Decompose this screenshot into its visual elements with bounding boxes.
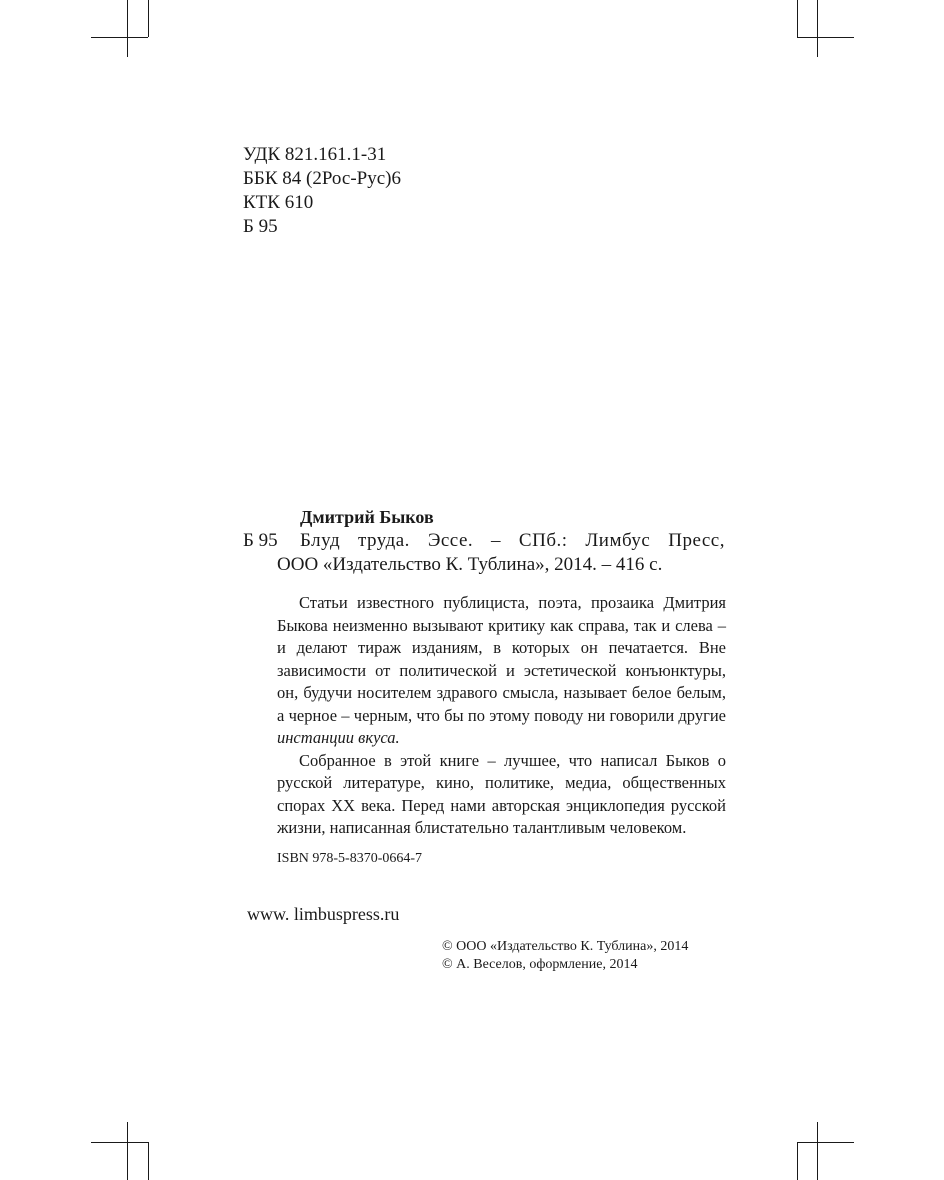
- author-sign-code: Б 95: [243, 216, 278, 237]
- annotation-paragraph-1-text: Статьи известного публициста, поэта, прозаика Дмитрия Быкова неизменно вызывают критику как справа, так и слева – и делают тираж изданиям, в которых он печатается. Вне зависимости от политической и эстетической конъюнктуры, он, будучи носителем здравого смысла, называет белое белым, а черное – черным, что бы по этому поводу ни говорили другие: [277, 593, 726, 725]
- crop-mark-top-right-horizontal: [797, 37, 854, 38]
- bbk-code: ББК 84 (2Рос-Рус)6: [243, 168, 401, 189]
- crop-mark-top-left-vertical: [127, 0, 128, 57]
- ktk-code: КТК 610: [243, 192, 314, 213]
- annotation-italic-phrase: инстанции вкуса.: [277, 728, 400, 747]
- crop-mark-bottom-right-vertical: [817, 1122, 818, 1180]
- crop-mark-bottom-left-vertical-outer: [148, 1142, 149, 1180]
- isbn: ISBN 978-5-8370-0664-7: [277, 851, 423, 866]
- author-name: Дмитрий Быков: [300, 507, 434, 527]
- crop-mark-bottom-right-vertical-outer: [797, 1142, 798, 1180]
- crop-mark-top-right-vertical-outer: [797, 0, 798, 37]
- entry-code: Б 95: [243, 530, 278, 551]
- crop-mark-top-left-horizontal: [91, 37, 148, 38]
- crop-mark-bottom-right-horizontal: [797, 1142, 854, 1143]
- annotation: [277, 592, 726, 840]
- bibliographic-entry: [300, 529, 725, 553]
- crop-mark-top-left-vertical-outer: [148, 0, 149, 37]
- udk-code: УДК 821.161.1-31: [243, 144, 387, 165]
- crop-mark-top-right-vertical: [817, 0, 818, 57]
- annotation-paragraph-1: [277, 592, 726, 750]
- copyright-block: [442, 938, 727, 974]
- copyright-line-2: © А. Веселов, оформление, 2014: [442, 957, 638, 972]
- annotation-paragraph-2: Собранное в этой книге – лучшее, что написал Быков о русской литературе, кино, политике, медиа, общественных спорах XX века. Перед нами авторская энциклопедия русской жизни, написанная блистательно талантливым человеком.: [277, 750, 726, 837]
- crop-mark-bottom-left-horizontal: [91, 1142, 148, 1143]
- crop-mark-bottom-left-vertical: [127, 1122, 128, 1180]
- bibliographic-line-1: Блуд труда. Эссе. – СПб.: Лимбус Пресс,: [300, 530, 725, 551]
- classification-codes: [243, 143, 401, 239]
- copyright-line-1: © ООО «Издательство К. Тублина», 2014: [442, 939, 689, 954]
- bibliographic-line-2: ООО «Издательство К. Тублина», 2014. – 416 с.: [277, 554, 663, 575]
- publisher-website: www. limbuspress.ru: [247, 904, 400, 924]
